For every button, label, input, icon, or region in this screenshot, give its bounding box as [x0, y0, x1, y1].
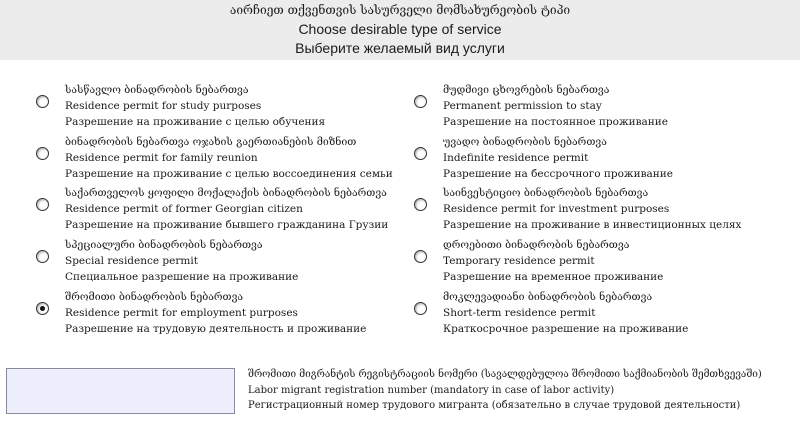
option-label-georgian: შრომითი ბინადრობის ნებართვა [65, 291, 244, 303]
radio-indefinite-permit[interactable] [414, 147, 427, 160]
option-label-georgian: სასწავლო ბინადრობის ნებართვა [65, 84, 249, 96]
option-label-russian: Разрешение на проживание с целью воссоединения семьи [65, 168, 393, 180]
option-label-russian: Краткосрочное разрешение на проживание [443, 323, 689, 335]
registration-field-label [248, 367, 762, 414]
radio-permanent-stay[interactable] [414, 95, 427, 108]
option-label-georgian: ბინადრობის ნებართვა ოჯახის გაერთიანების მიზნით [65, 136, 357, 148]
option-label-english: Temporary residence permit [443, 255, 595, 267]
option-label-english: Short-term residence permit [443, 307, 596, 319]
registration-label-georgian: შრომითი მიგრანტის რეგისტრაციის ნომერი (სავალდებულოა შრომითი საქმიანობის შემთხვევაში) [248, 369, 762, 380]
radio-former-citizen[interactable] [36, 198, 49, 211]
option-label-english: Indefinite residence permit [443, 152, 589, 164]
option-family-reunion[interactable] [36, 134, 416, 182]
service-type-header [0, 0, 800, 60]
option-study-permit[interactable] [36, 82, 416, 130]
registration-label-english: Labor migrant registration number (mandatory in case of labor activity) [248, 384, 615, 396]
option-label-georgian: დროებითი ბინადრობის ნებართვა [443, 239, 630, 251]
option-label-english: Residence permit for investment purposes [443, 203, 670, 215]
option-short-term-permit[interactable] [414, 289, 794, 337]
option-temporary-permit[interactable] [414, 237, 794, 285]
radio-employment-permit[interactable] [36, 302, 49, 315]
option-indefinite-permit[interactable] [414, 134, 794, 182]
option-label-russian: Разрешение на проживание бывшего гражданина Грузии [65, 219, 389, 231]
option-investment-permit[interactable] [414, 185, 794, 233]
option-label-russian: Разрешение на трудовую деятельность и проживание [65, 323, 367, 335]
header-title-georgian: აირჩიეთ თქვენთვის სასურველი მომსახურეობის ტიპი [229, 3, 571, 17]
option-label-russian: Разрешение на бессрочного проживание [443, 168, 673, 180]
option-label-georgian: საქართველოს ყოფილი მოქალაქის ბინადრობის ნებართვა [65, 187, 387, 199]
option-label-georgian: მუდმივი ცხოვრების ნებართვა [443, 84, 610, 96]
option-label-english: Permanent permission to stay [443, 100, 602, 112]
option-label-english: Residence permit for study purposes [65, 100, 262, 112]
labor-migrant-registration-input[interactable] [6, 368, 235, 414]
option-label-russian: Специальное разрешение на проживание [65, 271, 299, 283]
option-label-russian: Разрешение на временное проживание [443, 271, 664, 283]
option-permanent-stay[interactable] [414, 82, 794, 130]
option-label-georgian: სპეციალური ბინადრობის ნებართვა [65, 239, 263, 251]
option-label-georgian: საინვესტიციო ბინადრობის ნებართვა [443, 187, 649, 199]
option-label-russian: Разрешение на проживание в инвестиционных целях [443, 219, 742, 231]
option-employment-permit[interactable] [36, 289, 416, 337]
radio-special-permit[interactable] [36, 250, 49, 263]
option-label-georgian: მოკლევადიანი ბინადრობის ნებართვა [443, 291, 653, 303]
radio-family-reunion[interactable] [36, 147, 49, 160]
registration-label-russian: Регистрационный номер трудового мигранта (обязательно в случае трудовой деятельности) [248, 400, 741, 411]
header-title-english: Choose desirable type of service [298, 21, 502, 37]
option-label-english: Residence permit for family reunion [65, 152, 258, 164]
header-title-russian: Выберите желаемый вид услуги [295, 40, 505, 56]
option-former-citizen[interactable] [36, 185, 416, 233]
radio-investment-permit[interactable] [414, 198, 427, 211]
option-label-georgian: უვადო ბინადრობის ნებართვა [443, 136, 607, 148]
option-label-english: Special residence permit [65, 255, 198, 267]
radio-temporary-permit[interactable] [414, 250, 427, 263]
radio-study-permit[interactable] [36, 95, 49, 108]
option-label-english: Residence permit of former Georgian citizen [65, 203, 303, 215]
option-special-permit[interactable] [36, 237, 416, 285]
option-label-russian: Разрешение на проживание с целью обучения [65, 116, 326, 128]
option-label-russian: Разрешение на постоянное проживание [443, 116, 669, 128]
radio-short-term-permit[interactable] [414, 302, 427, 315]
option-label-english: Residence permit for employment purposes [65, 307, 298, 319]
